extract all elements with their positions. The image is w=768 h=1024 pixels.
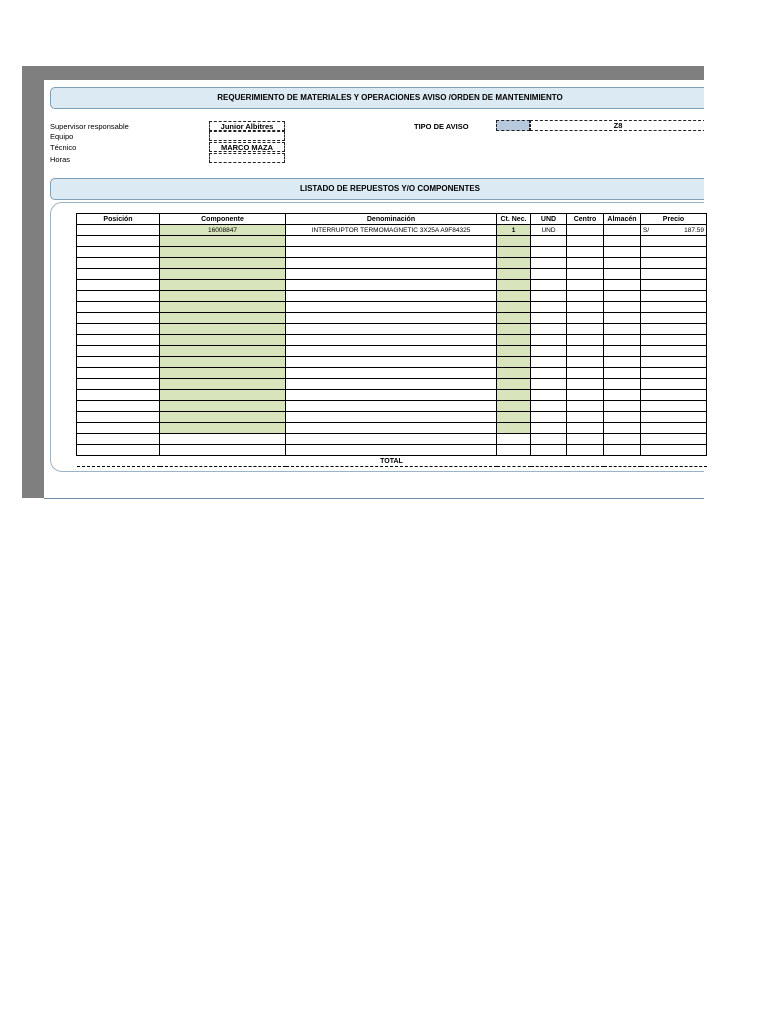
table-cell[interactable] [77, 335, 160, 346]
table-cell[interactable] [604, 412, 641, 423]
table-cell[interactable] [286, 445, 497, 456]
col-denominacion: Denominación [286, 214, 497, 225]
cell-denominacion[interactable]: INTERRUPTOR TERMOMAGNETIC 3X25A A9F84325 [286, 225, 497, 236]
table-cell[interactable] [497, 390, 531, 401]
table-cell[interactable] [286, 313, 497, 324]
table-cell[interactable] [641, 335, 707, 346]
table-cell[interactable] [497, 423, 531, 434]
table-cell[interactable] [160, 390, 286, 401]
table-row [77, 412, 707, 423]
table-cell[interactable] [604, 280, 641, 291]
table-cell[interactable] [641, 379, 707, 390]
table-cell[interactable] [160, 280, 286, 291]
table-cell[interactable] [567, 324, 604, 335]
table-cell[interactable] [641, 412, 707, 423]
table-cell[interactable] [160, 324, 286, 335]
table-cell[interactable] [497, 401, 531, 412]
table-cell[interactable] [531, 302, 567, 313]
table-cell[interactable] [77, 368, 160, 379]
table-cell[interactable] [286, 269, 497, 280]
table-cell[interactable] [641, 313, 707, 324]
table-cell[interactable] [604, 379, 641, 390]
table-cell[interactable] [531, 258, 567, 269]
table-cell[interactable] [160, 379, 286, 390]
table-cell[interactable] [531, 346, 567, 357]
table-cell[interactable] [497, 324, 531, 335]
col-componente: Componente [160, 214, 286, 225]
table-cell[interactable] [567, 390, 604, 401]
table-cell[interactable] [604, 324, 641, 335]
table-cell[interactable] [641, 247, 707, 258]
cell-posicion[interactable] [77, 225, 160, 236]
table-row [77, 247, 707, 258]
table-cell[interactable] [286, 368, 497, 379]
table-cell[interactable] [567, 379, 604, 390]
table-cell[interactable] [497, 379, 531, 390]
sheet-frame-left [22, 66, 44, 498]
table-cell[interactable] [567, 302, 604, 313]
table-cell[interactable] [604, 423, 641, 434]
col-almacen: Almacén [604, 214, 641, 225]
table-cell[interactable] [497, 280, 531, 291]
table-cell[interactable] [641, 280, 707, 291]
table-cell[interactable] [160, 434, 286, 445]
table-row [77, 368, 707, 379]
cell-und[interactable]: UND [531, 225, 567, 236]
table-cell[interactable] [604, 269, 641, 280]
table-cell[interactable] [567, 412, 604, 423]
col-posicion: Posición [77, 214, 160, 225]
table-cell[interactable] [641, 434, 707, 445]
table-cell[interactable] [160, 368, 286, 379]
table-cell[interactable] [567, 445, 604, 456]
total-row [77, 456, 707, 467]
table-cell[interactable] [641, 368, 707, 379]
table-cell[interactable] [286, 335, 497, 346]
table-cell[interactable] [531, 269, 567, 280]
tecnico-label: Técnico [50, 143, 77, 152]
table-cell[interactable] [567, 434, 604, 445]
table-cell[interactable] [77, 236, 160, 247]
table-cell[interactable] [286, 324, 497, 335]
table-cell[interactable] [160, 346, 286, 357]
table-row [77, 291, 707, 302]
table-cell[interactable] [641, 302, 707, 313]
table-cell[interactable] [531, 379, 567, 390]
cell-ct-nec[interactable]: 1 [497, 225, 531, 236]
cell-almacen[interactable] [604, 225, 641, 236]
table-cell[interactable] [77, 302, 160, 313]
table-cell[interactable] [497, 236, 531, 247]
table-cell[interactable] [77, 346, 160, 357]
table-row [77, 225, 707, 236]
table-cell[interactable] [77, 423, 160, 434]
table-cell[interactable] [604, 236, 641, 247]
table-cell[interactable] [160, 357, 286, 368]
table-cell[interactable] [286, 412, 497, 423]
table-cell[interactable] [77, 280, 160, 291]
table-cell[interactable] [286, 258, 497, 269]
table-cell[interactable] [497, 269, 531, 280]
price-value: 187.59 [684, 226, 704, 234]
table-cell[interactable] [604, 445, 641, 456]
equipo-field[interactable] [209, 131, 285, 141]
table-cell[interactable] [286, 247, 497, 258]
table-cell[interactable] [160, 247, 286, 258]
table-cell[interactable] [497, 258, 531, 269]
horas-field[interactable] [209, 153, 285, 163]
table-cell[interactable] [567, 423, 604, 434]
cell-componente[interactable]: 16008847 [160, 225, 286, 236]
table-cell[interactable] [160, 302, 286, 313]
table-cell[interactable] [567, 313, 604, 324]
table-cell[interactable] [77, 390, 160, 401]
table-cell[interactable] [531, 445, 567, 456]
table-cell[interactable] [641, 401, 707, 412]
table-cell[interactable] [531, 390, 567, 401]
horas-label: Horas [50, 155, 71, 164]
form-title: REQUERIMIENTO DE MATERIALES Y OPERACIONES AVISO /ORDEN DE MANTENIMIENTO [50, 87, 704, 109]
table-row [77, 258, 707, 269]
table-cell[interactable] [286, 346, 497, 357]
tecnico-field[interactable]: MARCO MAZA [209, 142, 285, 152]
table-header-row [77, 214, 707, 225]
table-cell[interactable] [497, 357, 531, 368]
table-cell[interactable] [286, 379, 497, 390]
table-cell[interactable] [160, 401, 286, 412]
table-cell[interactable] [567, 357, 604, 368]
table-cell[interactable] [160, 412, 286, 423]
table-cell[interactable] [604, 313, 641, 324]
table-row [77, 357, 707, 368]
col-centro: Centro [567, 214, 604, 225]
table-cell[interactable] [497, 313, 531, 324]
table-cell[interactable] [77, 313, 160, 324]
table-row [77, 379, 707, 390]
table-cell[interactable] [160, 335, 286, 346]
cell-precio[interactable] [641, 225, 707, 236]
table-cell[interactable] [641, 269, 707, 280]
table-cell[interactable] [531, 401, 567, 412]
table-cell[interactable] [497, 247, 531, 258]
table-row [77, 324, 707, 335]
parts-table [76, 213, 707, 467]
table-cell[interactable] [641, 236, 707, 247]
table-cell[interactable] [641, 390, 707, 401]
table-cell[interactable] [567, 247, 604, 258]
table-cell[interactable] [160, 291, 286, 302]
col-ct-nec: Ct. Nec. [497, 214, 531, 225]
table-cell[interactable] [77, 258, 160, 269]
table-row [77, 302, 707, 313]
supervisor-label: Supervisor responsable [50, 122, 129, 131]
table-cell[interactable] [497, 434, 531, 445]
table-cell[interactable] [286, 357, 497, 368]
table-cell[interactable] [567, 291, 604, 302]
table-cell[interactable] [286, 390, 497, 401]
table-cell[interactable] [604, 291, 641, 302]
table-cell[interactable] [531, 357, 567, 368]
table-cell[interactable] [567, 236, 604, 247]
table-cell[interactable] [160, 269, 286, 280]
listing-title: LISTADO DE REPUESTOS Y/O COMPONENTES [50, 178, 704, 200]
table-row [77, 280, 707, 291]
table-row [77, 434, 707, 445]
price-currency: S/ [643, 226, 650, 234]
tipo-aviso-label: TIPO DE AVISO [414, 122, 469, 131]
table-cell[interactable] [497, 368, 531, 379]
table-cell[interactable] [604, 346, 641, 357]
table-row [77, 313, 707, 324]
table-cell[interactable] [497, 335, 531, 346]
table-cell[interactable] [567, 346, 604, 357]
table-cell[interactable] [531, 335, 567, 346]
table-cell[interactable] [567, 269, 604, 280]
table-cell[interactable] [531, 291, 567, 302]
table-cell[interactable] [531, 423, 567, 434]
table-cell[interactable] [604, 434, 641, 445]
table-row [77, 390, 707, 401]
table-cell[interactable] [604, 335, 641, 346]
table-cell[interactable] [286, 401, 497, 412]
table-cell[interactable] [604, 247, 641, 258]
table-row [77, 269, 707, 280]
table-cell[interactable] [641, 346, 707, 357]
supervisor-field[interactable]: Junior Albitres [209, 121, 285, 131]
tipo-aviso-swatch[interactable] [496, 120, 530, 131]
table-cell[interactable] [286, 423, 497, 434]
table-cell[interactable] [497, 291, 531, 302]
table-row [77, 236, 707, 247]
table-cell[interactable] [531, 412, 567, 423]
table-cell[interactable] [604, 302, 641, 313]
table-cell[interactable] [531, 236, 567, 247]
table-cell[interactable] [77, 434, 160, 445]
table-cell[interactable] [77, 291, 160, 302]
table-cell[interactable] [497, 346, 531, 357]
table-cell[interactable] [567, 368, 604, 379]
table-cell[interactable] [604, 401, 641, 412]
table-row [77, 445, 707, 456]
table-cell[interactable] [604, 258, 641, 269]
table-cell[interactable] [160, 423, 286, 434]
table-cell[interactable] [497, 302, 531, 313]
equipo-label: Equipo [50, 132, 74, 141]
sheet-frame-top [22, 66, 704, 80]
table-row [77, 335, 707, 346]
table-cell[interactable] [286, 280, 497, 291]
table-row [77, 401, 707, 412]
table-cell[interactable] [567, 258, 604, 269]
table-cell[interactable] [160, 258, 286, 269]
table-cell[interactable] [286, 434, 497, 445]
table-cell[interactable] [641, 258, 707, 269]
table-cell[interactable] [604, 368, 641, 379]
table-cell[interactable] [77, 379, 160, 390]
table-cell[interactable] [641, 291, 707, 302]
table-cell[interactable] [160, 236, 286, 247]
table-cell[interactable] [77, 412, 160, 423]
table-cell[interactable] [567, 335, 604, 346]
table-cell[interactable] [531, 313, 567, 324]
table-cell[interactable] [531, 434, 567, 445]
table-cell[interactable] [567, 280, 604, 291]
table-cell[interactable] [77, 401, 160, 412]
table-cell[interactable] [604, 357, 641, 368]
table-cell[interactable] [77, 269, 160, 280]
table-cell[interactable] [531, 368, 567, 379]
table-cell[interactable] [77, 357, 160, 368]
table-cell[interactable] [641, 357, 707, 368]
table-cell[interactable] [531, 324, 567, 335]
tipo-aviso-field[interactable]: Z8 [530, 120, 704, 131]
table-row [77, 423, 707, 434]
table-cell[interactable] [497, 445, 531, 456]
table-cell[interactable] [641, 445, 707, 456]
cell-centro[interactable] [567, 225, 604, 236]
table-cell[interactable] [641, 324, 707, 335]
col-precio: Precio [641, 214, 707, 225]
table-cell[interactable] [77, 324, 160, 335]
table-cell[interactable] [641, 423, 707, 434]
table-cell[interactable] [497, 412, 531, 423]
total-label: TOTAL [77, 456, 707, 467]
table-cell[interactable] [567, 401, 604, 412]
table-cell[interactable] [77, 247, 160, 258]
table-cell[interactable] [604, 390, 641, 401]
table-cell[interactable] [531, 247, 567, 258]
table-cell[interactable] [286, 236, 497, 247]
table-cell[interactable] [286, 302, 497, 313]
table-cell[interactable] [160, 445, 286, 456]
table-cell[interactable] [77, 445, 160, 456]
table-cell[interactable] [531, 280, 567, 291]
table-row [77, 346, 707, 357]
table-cell[interactable] [286, 291, 497, 302]
table-cell[interactable] [160, 313, 286, 324]
col-und: UND [531, 214, 567, 225]
